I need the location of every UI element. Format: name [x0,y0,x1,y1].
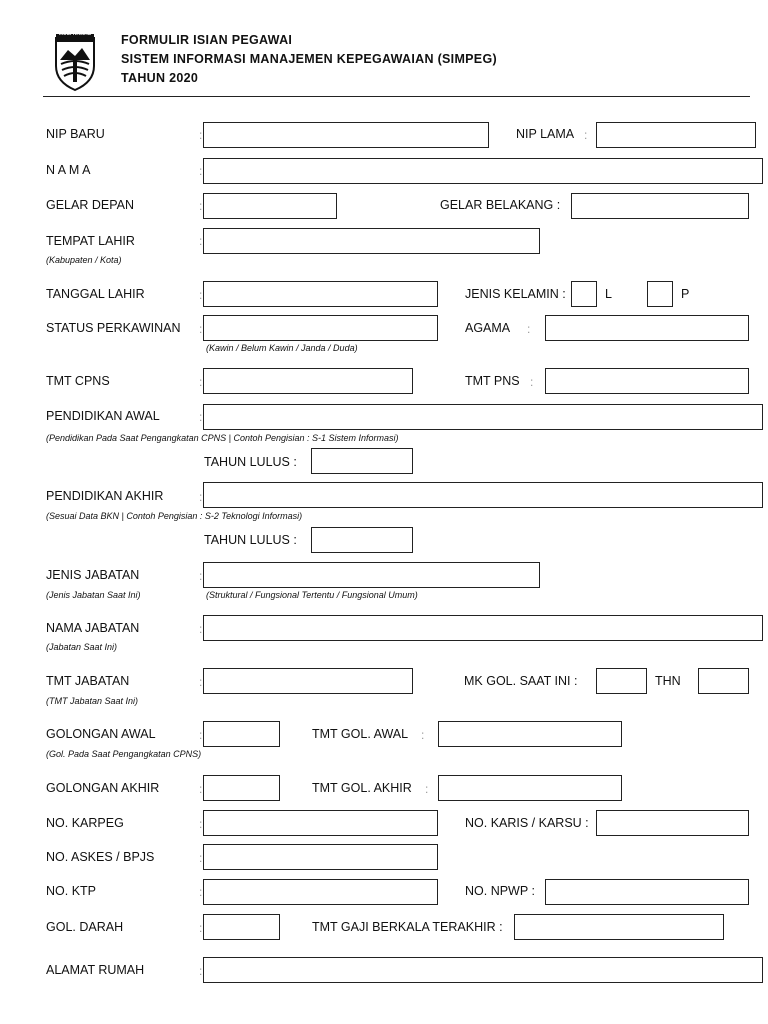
nip-lama-label: NIP LAMA [516,127,575,141]
tmt-gaji-field[interactable] [514,914,724,940]
colon: : [199,885,203,899]
no-karis-field[interactable] [596,810,749,836]
no-karis-label: NO. KARIS / KARSU : [465,816,589,830]
colon: : [199,569,203,583]
colon: : [199,288,203,302]
no-karpeg-field[interactable] [203,810,438,836]
form-title: FORMULIR ISIAN PEGAWAI [121,33,293,47]
header-divider [43,96,750,97]
header [0,0,768,100]
alamat-rumah-label: ALAMAT RUMAH [46,963,145,977]
jk-l-checkbox[interactable] [571,281,597,307]
status-perkawinan-field[interactable] [203,315,438,341]
gol-darah-field[interactable] [203,914,280,940]
form-year: TAHUN 2020 [121,71,199,85]
jk-p-label: P [681,287,690,301]
pendidikan-awal-label: PENDIDIKAN AWAL [46,409,160,423]
agama-label: AGAMA [465,321,511,335]
pendidikan-akhir-label: PENDIDIKAN AKHIR [46,489,164,503]
tahun-lulus-awal-label: TAHUN LULUS : [204,455,297,469]
pendidikan-awal-field[interactable] [203,404,763,430]
thn-label: THN [655,674,681,688]
golongan-awal-hint: (Gol. Pada Saat Pengangkatan CPNS) [46,749,202,759]
tmt-gol-awal-label: TMT GOL. AWAL [312,727,409,741]
colon: : [199,921,203,935]
colon: : [199,322,203,336]
no-karpeg-label: NO. KARPEG [46,816,124,830]
gelar-belakang-label: GELAR BELAKANG : [440,198,561,212]
tahun-lulus-akhir-label: TAHUN LULUS : [204,533,297,547]
no-npwp-label: NO. NPWP : [465,884,535,898]
pendidikan-awal-hint: (Pendidikan Pada Saat Pengangkatan CPNS | Contoh Pengisian : S-1 Sistem Informasi) [46,433,399,443]
tmt-jabatan-hint: (TMT Jabatan Saat Ini) [46,696,139,706]
form-subtitle: SISTEM INFORMASI MANAJEMEN KEPEGAWAIAN (SIMPEG) [121,52,497,66]
tempat-lahir-hint: (Kabupaten / Kota) [46,255,122,265]
tanggal-lahir-field[interactable] [203,281,438,307]
tmt-jabatan-field[interactable] [203,668,413,694]
pendidikan-akhir-field[interactable] [203,482,763,508]
nip-baru-field[interactable] [203,122,489,148]
tmt-gol-awal-field[interactable] [438,721,622,747]
colon: : [421,728,425,742]
colon: : [199,490,203,504]
no-npwp-field[interactable] [545,879,749,905]
colon: : [530,375,534,389]
colon: : [199,622,203,636]
alamat-rumah-field[interactable] [203,957,763,983]
status-perkawinan-hint: (Kawin / Belum Kawin / Janda / Duda) [206,343,358,353]
logo-text: MUSI RAWAS [58,31,92,37]
agama-field[interactable] [545,315,749,341]
colon: : [199,410,203,424]
jenis-jabatan-field[interactable] [203,562,540,588]
colon: : [199,675,203,689]
golongan-akhir-field[interactable] [203,775,280,801]
gelar-depan-field[interactable] [203,193,337,219]
status-perkawinan-label: STATUS PERKAWINAN [46,321,181,335]
tmt-gol-akhir-field[interactable] [438,775,622,801]
no-ktp-label: NO. KTP [46,884,97,898]
jk-l-label: L [605,287,612,301]
nama-field[interactable] [203,158,763,184]
no-askes-label: NO. ASKES / BPJS [46,850,155,864]
mk-gol-field[interactable] [596,668,647,694]
mk-gol-label: MK GOL. SAAT INI : [464,674,578,688]
jk-p-checkbox[interactable] [647,281,673,307]
colon: : [199,375,203,389]
golongan-awal-field[interactable] [203,721,280,747]
colon: : [199,964,203,978]
nip-baru-label: NIP BARU [46,127,105,141]
jenis-kelamin-label: JENIS KELAMIN : [465,287,566,301]
tmt-cpns-label: TMT CPNS [46,374,110,388]
golongan-awal-label: GOLONGAN AWAL [46,727,156,741]
colon: : [425,782,429,796]
colon: : [199,128,203,142]
jenis-jabatan-hint: (Jenis Jabatan Saat Ini) [46,590,141,600]
nama-jabatan-field[interactable] [203,615,763,641]
tmt-cpns-field[interactable] [203,368,413,394]
no-askes-field[interactable] [203,844,438,870]
colon: : [527,322,531,336]
tmt-pns-label: TMT PNS [465,374,520,388]
golongan-akhir-label: GOLONGAN AKHIR [46,781,160,795]
colon: : [199,728,203,742]
colon: : [199,234,203,248]
gol-darah-label: GOL. DARAH [46,920,124,934]
colon: : [584,128,588,142]
tmt-jabatan-label: TMT JABATAN [46,674,130,688]
tmt-pns-field[interactable] [545,368,749,394]
tmt-gol-akhir-label: TMT GOL. AKHIR [312,781,412,795]
colon: : [199,851,203,865]
musi-rawas-logo [52,30,98,92]
colon: : [199,199,203,213]
jenis-jabatan-label: JENIS JABATAN [46,568,140,582]
tmt-gaji-label: TMT GAJI BERKALA TERAKHIR : [312,920,503,934]
colon: : [199,782,203,796]
nip-lama-field[interactable] [596,122,756,148]
tahun-lulus-awal-field[interactable] [311,448,413,474]
gelar-depan-label: GELAR DEPAN [46,198,134,212]
no-ktp-field[interactable] [203,879,438,905]
pendidikan-akhir-hint: (Sesuai Data BKN | Contoh Pengisian : S-2 Teknologi Informasi) [46,511,303,521]
gelar-belakang-field[interactable] [571,193,749,219]
tahun-lulus-akhir-field[interactable] [311,527,413,553]
tempat-lahir-field[interactable] [203,228,540,254]
nama-jabatan-hint: (Jabatan Saat Ini) [46,642,118,652]
tanggal-lahir-label: TANGGAL LAHIR [46,287,145,301]
colon: : [199,164,203,178]
jenis-jabatan-options-hint: (Struktural / Fungsional Tertentu / Fungsional Umum) [206,590,418,600]
thn-field[interactable] [698,668,749,694]
tempat-lahir-label: TEMPAT LAHIR [46,234,135,248]
nama-label: N A M A [46,163,91,177]
colon: : [199,817,203,831]
nama-jabatan-label: NAMA JABATAN [46,621,140,635]
